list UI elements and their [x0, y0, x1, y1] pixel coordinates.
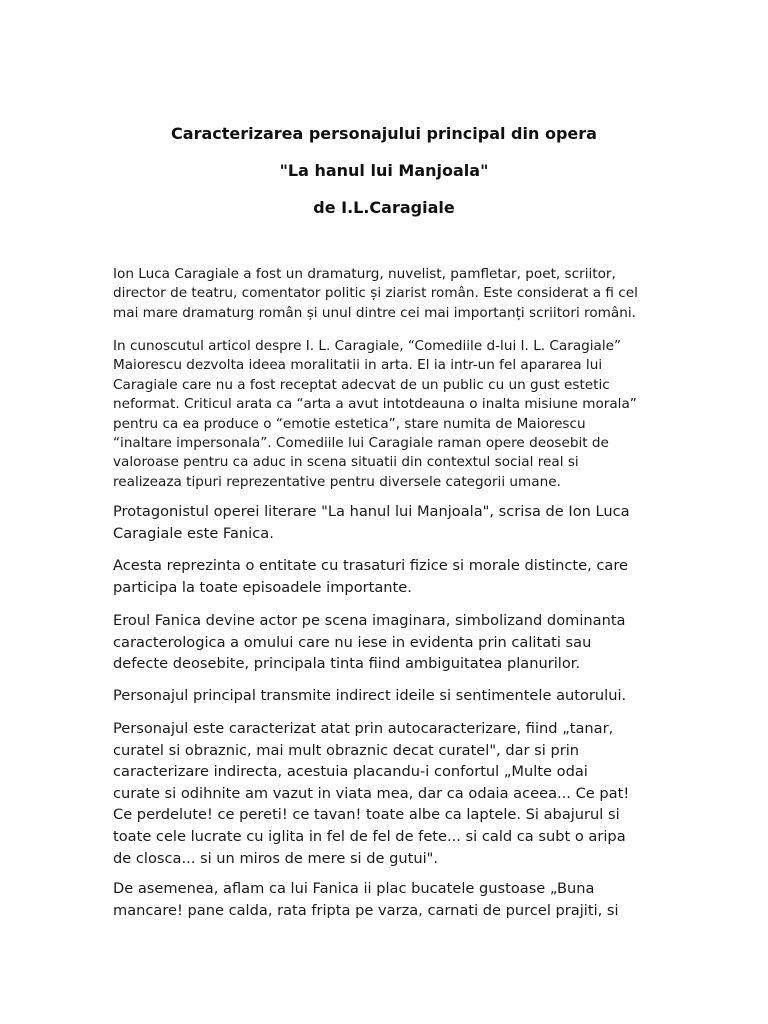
text-line: caracterizare indirecta, acestuia placandu-i confortul „Multe odai [113, 763, 588, 781]
text-line: de closca... si un miros de mere si de gutui". [113, 849, 439, 867]
title-line-2: "La hanul lui Manjoala" [279, 161, 489, 180]
text-line: Caragiale care nu a fost receptat adecvat de un public cu un gust estetic [113, 376, 610, 393]
text-line: neformat. Criticul arata ca “arta a avut intotdeauna o inalta misiune morala” [113, 396, 637, 413]
text-line: curate si odihnite am vazut in viata mea, dar ca odaia aceea... Ce pat! [113, 784, 630, 802]
title-line-3: de I.L.Caragiale [313, 198, 455, 217]
text-line: realizeaza tipuri reprezentative pentru diversele categorii umane. [113, 473, 561, 490]
text-line: defecte deosebite, principala tinta fiind ambiguitatea planurilor. [113, 655, 581, 673]
text-line: curatel si obraznic, mai mult obraznic decat curatel", dar si prin [113, 741, 580, 759]
paragraph-entitate [113, 555, 658, 598]
text-line: Personajul principal transmite indirect ideile si sentimentele autorului. [113, 687, 627, 704]
paragraph-erou [113, 610, 658, 675]
text-line: In cunoscutul articol despre I. L. Caragiale, “Comediile d-lui I. L. Caragiale” [113, 338, 622, 354]
text-line: director de teatru, comentator politic și ziarist român. Este considerat a fi cel [113, 285, 638, 302]
text-line: Maiorescu dezvolta ideea moralitatii in arta. El ia intr-un fel apararea lui [113, 357, 603, 374]
paragraph-transmite [113, 685, 658, 707]
paragraph-intro [113, 265, 653, 323]
text-line: caracterologica a omului care nu iese in evidenta prin calitati sau [113, 633, 592, 651]
text-line: valoroase pentru ca aduc in scena situatii din contextul social real si [113, 454, 579, 471]
paragraph-bucatele [113, 878, 658, 921]
text-line: Personajul este caracterizat atat prin autocaracterizare, fiind „tanar, [113, 720, 614, 737]
text-line: De asemenea, aflam ca lui Fanica ii plac bucatele gustoase „Buna [113, 880, 595, 897]
text-line: mai mare dramaturg român și unul dintre cei mai importanți scriitori români. [113, 304, 636, 321]
document-title [0, 124, 768, 218]
text-line: Eroul Fanica devine actor pe scena imaginara, simbolizand dominanta [113, 612, 626, 629]
paragraph-maiorescu [113, 337, 653, 492]
text-line: Ion Luca Caragiale a fost un dramaturg, nuvelist, pamfletar, poet, scriitor, [113, 266, 616, 282]
text-line: “inaltare impersonala”. Comediile lui Caragiale raman opere deosebit de [113, 435, 609, 452]
paragraph-caracterizare [113, 718, 658, 869]
text-line: toate cele lucrate cu iglita in fel de fel de fete... si cald ca subt o aripa [113, 827, 626, 845]
title-line-1: Caracterizarea personajului principal din opera [171, 124, 597, 143]
text-line: Ce perdelute! ce pereti! ce tavan! toate albe ca laptele. Si abajurul si [113, 806, 620, 824]
text-line: Caragiale este Fanica. [113, 524, 274, 542]
text-line: participa la toate episoadele importante. [113, 578, 412, 596]
paragraph-protagonist [113, 501, 658, 544]
text-line: pentru ca ea produce o “emotie estetica”, stare numita de Maiorescu [113, 415, 586, 432]
text-line: Protagonistul operei literare "La hanul lui Manjoala", scrisa de Ion Luca [113, 503, 630, 520]
text-line: mancare! pane calda, rata fripta pe varza, carnati de purcel prajiti, si [113, 901, 619, 919]
text-line: Acesta reprezinta o entitate cu trasaturi fizice si morale distincte, care [113, 557, 629, 574]
